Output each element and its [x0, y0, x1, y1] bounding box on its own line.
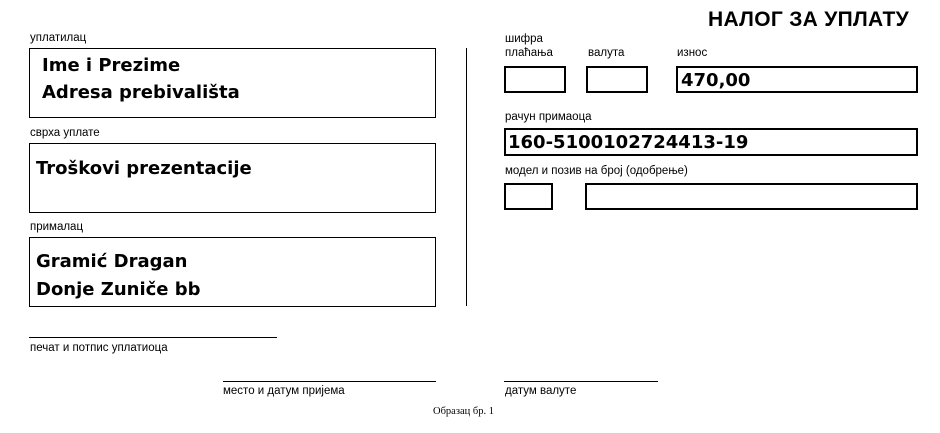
payer-signature-label: печат и потпис уплатиоца	[30, 342, 168, 354]
purpose-box[interactable]	[29, 143, 436, 213]
place-date-line	[223, 381, 436, 382]
value-date-line	[504, 381, 658, 382]
payment-code-label-1: шифра	[505, 33, 543, 45]
payment-code-label-2: плаћања	[505, 47, 553, 59]
account-label: рачун примаоца	[505, 111, 592, 123]
model-label: модел и позив на број (одобрење)	[505, 165, 688, 177]
recipient-name: Gramić Dragan	[36, 251, 188, 272]
account-field[interactable]	[504, 128, 918, 156]
currency-field[interactable]	[586, 66, 648, 93]
payer-box[interactable]	[29, 48, 436, 118]
payer-signature-line	[29, 337, 277, 338]
purpose-label: сврха уплате	[30, 127, 100, 139]
model-field[interactable]	[504, 183, 553, 210]
value-date-label: датум валуте	[505, 385, 577, 397]
recipient-label: прималац	[30, 221, 84, 233]
form-title: НАЛОГ ЗА УПЛАТУ	[708, 8, 909, 31]
amount-value: 470,00	[681, 70, 751, 91]
payment-code-field[interactable]	[504, 66, 566, 93]
recipient-box[interactable]	[29, 237, 436, 307]
reference-field[interactable]	[585, 183, 918, 210]
currency-label: валута	[588, 47, 625, 59]
payer-label: уплатилац	[30, 32, 87, 44]
purpose-text: Troškovi prezentacije	[36, 158, 252, 179]
recipient-address: Donje Zuniče bb	[36, 279, 201, 300]
column-divider	[466, 48, 467, 306]
account-value: 160-5100102724413-19	[508, 132, 749, 153]
payer-name: Ime i Prezime	[42, 55, 181, 76]
amount-field[interactable]	[676, 66, 918, 93]
payer-address: Adresa prebivališta	[42, 82, 240, 103]
form-number: Образац бр. 1	[433, 406, 494, 417]
place-date-label: место и датум пријема	[223, 385, 345, 397]
amount-label: износ	[677, 47, 708, 59]
